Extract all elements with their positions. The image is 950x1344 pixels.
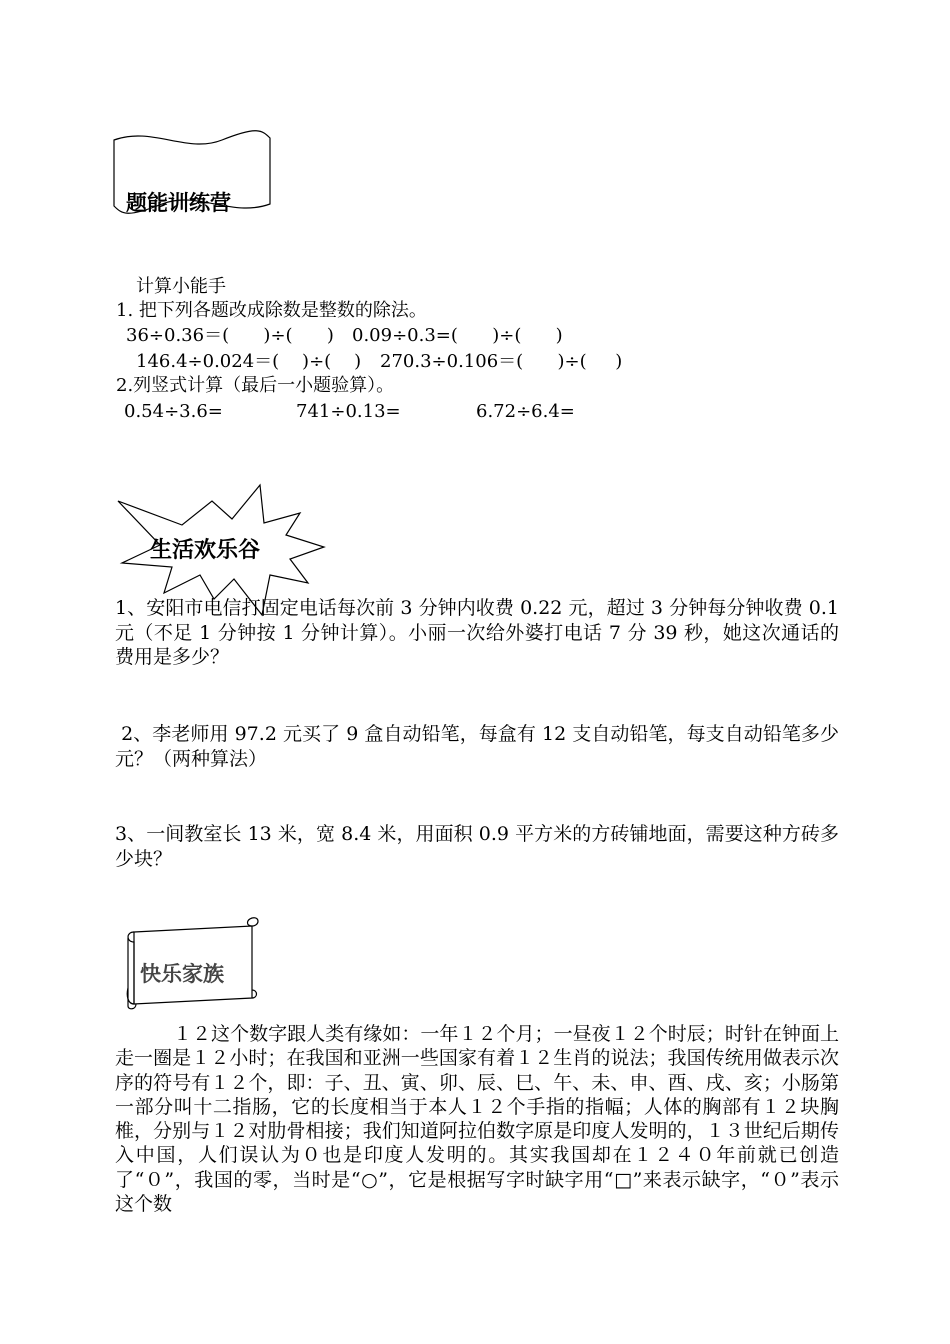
q1-item-a: 36÷0.36＝( )÷( )	[126, 325, 334, 346]
problem-2: 2、李老师用 97.2 元买了 9 盒自动铅笔，每盒有 12 支自动铅笔，每支自动铅笔多少元？（两种算法）	[115, 723, 839, 770]
q2-item-b: 741÷0.13=	[296, 401, 401, 422]
question-1: 1. 把下列各题改成除数是整数的除法。	[116, 300, 427, 321]
q1-item-c: 146.4÷0.024＝( )÷( )	[136, 351, 362, 372]
section3-banner-title: 快乐家族	[140, 962, 224, 986]
story-paragraph: １２这个数字跟人类有缘如：一年１２个月；一昼夜１２个时辰；时针在钟面上走一圈是１２小时；在我国和亚洲一些国家有着１２生肖的说法；我国传统用做表示次序的符号有１２个，即：子、丑、寅、卯、辰、巳、午、未、申、酉、戌、亥；小肠第一部分叫十二指肠，它的长度相当于本人１２个手指的指幅；人体的胸部有１２块胸椎，分别与１２对肋骨相接；我们知道阿拉伯数字原是印度人发明的，１３世纪后期传入中国，人们误认为０也是印度人发明的。其实我国却在１２４０年前就已创造了“０”，我国的零，当时是“○”，它是根据写字时缺字用“□”来表示缺字，“０”表示 这个数	[115, 1023, 839, 1216]
q1-item-b: 0.09÷0.3=( )÷( )	[352, 325, 563, 346]
problem-3: 3、一间教室长 13 米，宽 8.4 米，用面积 0.9 平方米的方砖铺地面，需要这种方砖多少块？	[115, 823, 839, 870]
q1-item-d: 270.3÷0.106＝( )÷( )	[380, 351, 623, 372]
section1-banner-title: 题能训练营	[126, 191, 231, 215]
section2-banner-title: 生活欢乐谷	[150, 538, 261, 563]
q2-item-a: 0.54÷3.6=	[124, 401, 223, 422]
question-2: 2.列竖式计算（最后一小题验算）。	[116, 375, 395, 396]
q2-item-c: 6.72÷6.4=	[476, 401, 575, 422]
subtitle: 计算小能手	[136, 276, 226, 297]
problem-1: 1、安阳市电信打固定电话每次前 3 分钟内收费 0.22 元，超过 3 分钟每分钟收费 0.1 元（不足 1 分钟按 1 分钟计算）。小丽一次给外婆打电话 7 分 39 秒，她这次通话的费用是多少？	[115, 597, 839, 668]
